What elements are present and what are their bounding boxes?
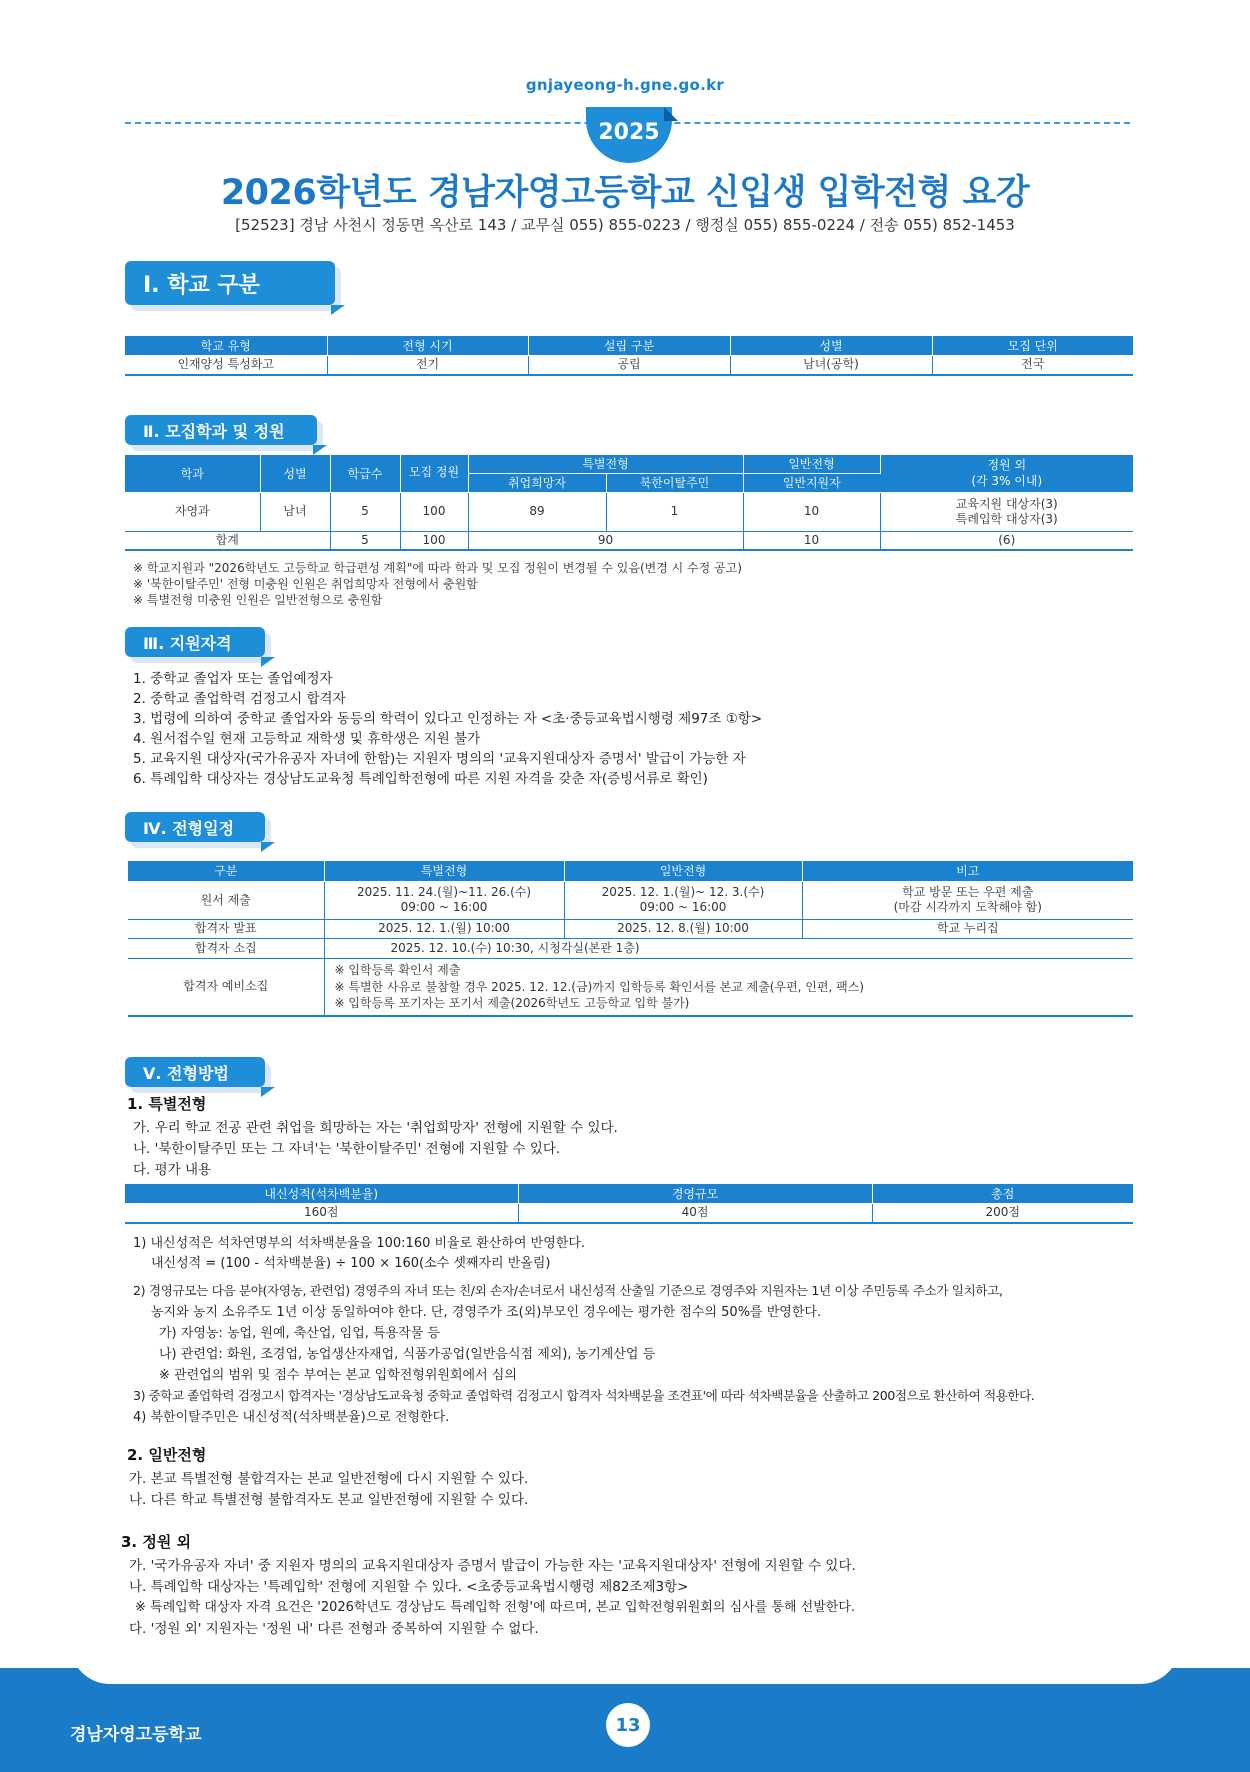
cell-announcement-note: 학교 누리집 bbox=[802, 919, 1133, 938]
footer-curve bbox=[70, 1640, 1180, 1684]
application-special-date: 2025. 11. 24.(월)~11. 26.(수) bbox=[356, 885, 532, 899]
cell-total-extra: (6) bbox=[998, 532, 1016, 547]
cell-preliminary-label: 합격자 예비소집 bbox=[128, 958, 324, 1016]
col-dept: 학과 bbox=[125, 455, 260, 492]
col-general: 일반전형 bbox=[743, 455, 880, 473]
cell-application-label: 원서 제출 bbox=[128, 881, 324, 919]
cell-total-classes: 5 bbox=[330, 531, 400, 550]
col-schedule-special: 특별전형 bbox=[324, 861, 564, 881]
detail-2-a: 가) 자영농: 농업, 원예, 축산업, 임업, 특용작물 등 bbox=[159, 1326, 440, 1341]
year-label: 2025 bbox=[598, 120, 660, 145]
application-note-1: 학교 방문 또는 우편 제출 bbox=[902, 885, 1034, 899]
col-gender: 성별 bbox=[260, 455, 330, 492]
section-1-heading: Ⅰ. 학교 구분 bbox=[125, 261, 335, 305]
special-admission-title: 1. 특별전형 bbox=[127, 1095, 207, 1113]
detail-1-formula: 내신성적 = (100 - 석차백분율) ÷ 100 × 160(소수 셋째자리 반올림) bbox=[151, 1256, 551, 1271]
col-special-employment: 취업희망자 bbox=[468, 473, 606, 492]
col-grades: 내신성적(석차백분율) bbox=[125, 1184, 518, 1203]
col-establishment: 설립 구분 bbox=[528, 336, 730, 355]
special-line-1: 가. 우리 학교 전공 관련 취업을 희망하는 자는 '취업희망자' 전형에 지원할 수 있다. bbox=[133, 1120, 618, 1136]
cell-special-defector: 1 bbox=[606, 492, 743, 531]
site-url: gnjayeong-h.gne.go.kr bbox=[525, 76, 725, 94]
school-address: [52523] 경남 사천시 정동면 옥산로 143 / 교무실 055) 855-0223 / 행정실 055) 855-0224 / 전송 055) 852-1453 bbox=[235, 216, 1015, 234]
detail-2-cont: 농지와 농지 소유주도 1년 이상 동일하여야 한다. 단, 경영주가 조(외)부모인 경우에는 평가한 점수의 50%를 반영한다. bbox=[151, 1305, 822, 1320]
quota-note-3: ※ 특별전형 미충원 인원은 일반전형으로 충원함 bbox=[133, 593, 383, 607]
col-extra bbox=[880, 455, 1133, 492]
schedule-table bbox=[128, 861, 1133, 1017]
col-school-type: 학교 유형 bbox=[125, 336, 327, 355]
cell-gender: 남녀 bbox=[260, 492, 330, 531]
cell-announcement-label: 합격자 발표 bbox=[128, 919, 324, 938]
cell-quota: 100 bbox=[400, 492, 468, 531]
extra-quota-title: 3. 정원 외 bbox=[121, 1533, 192, 1551]
evaluation-table bbox=[125, 1184, 1133, 1224]
col-extra-sub: (각 3% 이내) bbox=[971, 474, 1043, 489]
col-admission-period: 전형 시기 bbox=[327, 336, 528, 355]
page-number: 13 bbox=[606, 1703, 650, 1747]
extra-line-3: 다. '정원 외' 지원자는 '정원 내' 다른 전형과 중복하여 지원할 수 없다. bbox=[129, 1621, 539, 1637]
cell-classes: 5 bbox=[330, 492, 400, 531]
application-general-date: 2025. 12. 1.(월)~ 12. 3.(수) bbox=[601, 885, 765, 899]
cell-total-score: 200점 bbox=[985, 1205, 1020, 1220]
quota-note-1: ※ 학교지원과 "2026학년도 고등학교 학급편성 계획"에 따라 학과 및 모집 정원이 변경될 수 있음(변경 시 수정 공고) bbox=[133, 561, 742, 575]
cell-preliminary-value bbox=[324, 958, 1133, 1016]
detail-2-note: ※ 관련업의 범위 및 점수 부여는 본교 입학전형위원회에서 심의 bbox=[159, 1368, 517, 1383]
extra-line-1: 가. '국가유공자 자녀' 중 지원자 명의의 교육지원대상자 증명서 발급이 가능한 자는 '교육지원대상자' 전형에 지원할 수 있다. bbox=[129, 1558, 856, 1574]
application-note-2: (마감 시각까지 도착해야 함) bbox=[893, 900, 1042, 914]
eligibility-item-3: 3. 법령에 의하여 중학교 졸업자와 동등의 학력이 있다고 인정하는 자 <초·중등교육법시행령 제97조 ①항> bbox=[133, 711, 763, 727]
section-5-heading: Ⅴ. 전형방법 bbox=[125, 1057, 265, 1087]
cell-extra-1: 교육지원 대상자(3) bbox=[955, 496, 1058, 511]
col-extra-label: 정원 외 bbox=[987, 458, 1027, 473]
cell-total-general: 10 bbox=[743, 531, 880, 550]
quota-note-2: ※ '북한이탈주민' 전형 미충원 인원은 취업희망자 전형에서 충원함 bbox=[133, 577, 478, 591]
cell-total-special: 90 bbox=[468, 531, 743, 550]
cell-extra-2: 특례입학 대상자(3) bbox=[955, 511, 1058, 526]
cell-announcement-general: 2025. 12. 8.(월) 10:00 bbox=[564, 919, 802, 938]
eligibility-item-1: 1. 중학교 졸업자 또는 졸업예정자 bbox=[133, 671, 333, 687]
general-admission-title: 2. 일반전형 bbox=[127, 1446, 207, 1464]
cell-application-general bbox=[564, 881, 802, 919]
col-general-applicant: 일반지원자 bbox=[743, 473, 880, 492]
cell-farm-scale-score: 40점 bbox=[518, 1203, 872, 1223]
detail-4: 4) 북한이탈주민은 내신성적(석차백분율)으로 전형한다. bbox=[133, 1410, 450, 1425]
eligibility-item-4: 4. 원서접수일 현재 고등학교 재학생 및 휴학생은 지원 불가 bbox=[133, 731, 481, 747]
cell-extra bbox=[880, 492, 1133, 531]
cell-gathering-value: 2025. 12. 10.(수) 10:30, 시청각실(본관 1층) bbox=[324, 938, 1133, 958]
col-schedule-note: 비고 bbox=[802, 861, 1133, 881]
general-line-1: 가. 본교 특별전형 불합격자는 본교 일반전형에 다시 지원할 수 있다. bbox=[129, 1471, 529, 1487]
special-line-2: 나. '북한이탈주민 또는 그 자녀'는 '북한이탈주민' 전형에 지원할 수 있다. bbox=[133, 1141, 561, 1157]
preliminary-line-3: ※ 입학등록 포기자는 포기서 제출(2026학년도 고등학교 입학 불가) bbox=[334, 995, 690, 1010]
eligibility-item-5: 5. 교육지원 대상자(국가유공자 자녀에 한함)는 지원자 명의의 '교육지원대상자 증명서' 발급이 가능한 자 bbox=[133, 751, 746, 767]
col-special: 특별전형 bbox=[468, 455, 743, 473]
cell-special-employment: 89 bbox=[468, 492, 606, 531]
cell-gathering-label: 합격자 소집 bbox=[128, 938, 324, 958]
detail-2: 2) 경영규모는 다음 분야(자영농, 관련업) 경영주의 자녀 또는 친/외 손자/손녀로서 내신성적 산출일 기준으로 경영주와 지원자는 1년 이상 주민등록 주소가 일치하고, bbox=[133, 1283, 1003, 1298]
eligibility-item-2: 2. 중학교 졸업학력 검정고시 합격자 bbox=[133, 691, 346, 707]
detail-1: 1) 내신성적은 석차연명부의 석차백분율을 100:160 비율로 환산하여 반영한다. bbox=[133, 1236, 586, 1251]
cell-admission-period: 전기 bbox=[327, 355, 528, 375]
cell-gender: 남녀(공학) bbox=[730, 355, 932, 375]
section-4-heading: Ⅳ. 전형일정 bbox=[125, 812, 265, 842]
col-classes: 학급수 bbox=[330, 455, 400, 492]
cell-school-type: 인재양성 특성화고 bbox=[125, 355, 327, 375]
detail-2-b: 나) 관련업: 화원, 조경업, 농업생산자재업, 식품가공업(일반음식점 제외), 농기계산업 등 bbox=[159, 1347, 656, 1362]
col-total-score: 총점 bbox=[872, 1184, 1133, 1203]
application-general-time: 09:00 ~ 16:00 bbox=[639, 900, 727, 914]
extra-line-2: 나. 특례입학 대상자는 '특례입학' 전형에 지원할 수 있다. <초중등교육법시행령 제82조제3항> bbox=[129, 1579, 689, 1595]
col-gender: 성별 bbox=[730, 336, 932, 355]
application-special-time: 09:00 ~ 16:00 bbox=[400, 900, 488, 914]
detail-3: 3) 중학교 졸업학력 검정고시 합격자는 '경상남도교육청 중학교 졸업학력 검정고시 합격자 석차백분율 조견표'에 따라 석차백분율을 산출하고 200점으로 환산하여 적용한다. bbox=[133, 1388, 1035, 1403]
col-special-defector: 북한이탈주민 bbox=[606, 473, 743, 492]
section-2-heading: Ⅱ. 모집학과 및 정원 bbox=[125, 415, 317, 445]
preliminary-line-2: ※ 특별한 사유로 불참할 경우 2025. 12. 12.(금)까지 입학등록 확인서를 본교 제출(우편, 인편, 팩스) bbox=[334, 979, 864, 994]
cell-application-note bbox=[802, 881, 1133, 919]
school-type-table bbox=[125, 336, 1133, 376]
general-line-2: 나. 다른 학교 특별전형 불합격자도 본교 일반전형에 지원할 수 있다. bbox=[129, 1492, 529, 1508]
footer-school-name: 경남자영고등학교 bbox=[70, 1725, 202, 1745]
extra-line-note: ※ 특례입학 대상자 자격 요건은 '2026학년도 경상남도 특례입학 전형'에 따르며, 본교 입학전형위원회의 심사를 통해 선발한다. bbox=[135, 1600, 856, 1615]
quota-table bbox=[125, 455, 1133, 551]
col-schedule-general: 일반전형 bbox=[564, 861, 802, 881]
cell-announcement-special: 2025. 12. 1.(월) 10:00 bbox=[324, 919, 564, 938]
col-farm-scale: 경영규모 bbox=[518, 1184, 872, 1203]
page-title: 2026학년도 경남자영고등학교 신입생 입학전형 요강 bbox=[220, 173, 1030, 213]
col-schedule-type: 구분 bbox=[128, 861, 324, 881]
eligibility-item-6: 6. 특례입학 대상자는 경상남도교육청 특례입학전형에 따른 지원 자격을 갖춘 자(증빙서류로 확인) bbox=[133, 771, 708, 787]
cell-dept: 자영과 bbox=[125, 492, 260, 531]
cell-general: 10 bbox=[743, 492, 880, 531]
cell-application-special bbox=[324, 881, 564, 919]
cell-recruit-unit: 전국 bbox=[1021, 357, 1045, 372]
cell-grades-score: 160점 bbox=[125, 1203, 518, 1223]
section-3-heading: Ⅲ. 지원자격 bbox=[125, 627, 265, 657]
preliminary-line-1: ※ 입학등록 확인서 제출 bbox=[334, 963, 461, 978]
cell-establishment: 공립 bbox=[528, 355, 730, 375]
cell-total-label: 합계 bbox=[125, 531, 330, 550]
special-line-3: 다. 평가 내용 bbox=[133, 1162, 212, 1178]
col-quota: 모집 정원 bbox=[400, 455, 468, 492]
cell-total-quota: 100 bbox=[400, 531, 468, 550]
col-recruit-unit: 모집 단위 bbox=[932, 336, 1133, 355]
